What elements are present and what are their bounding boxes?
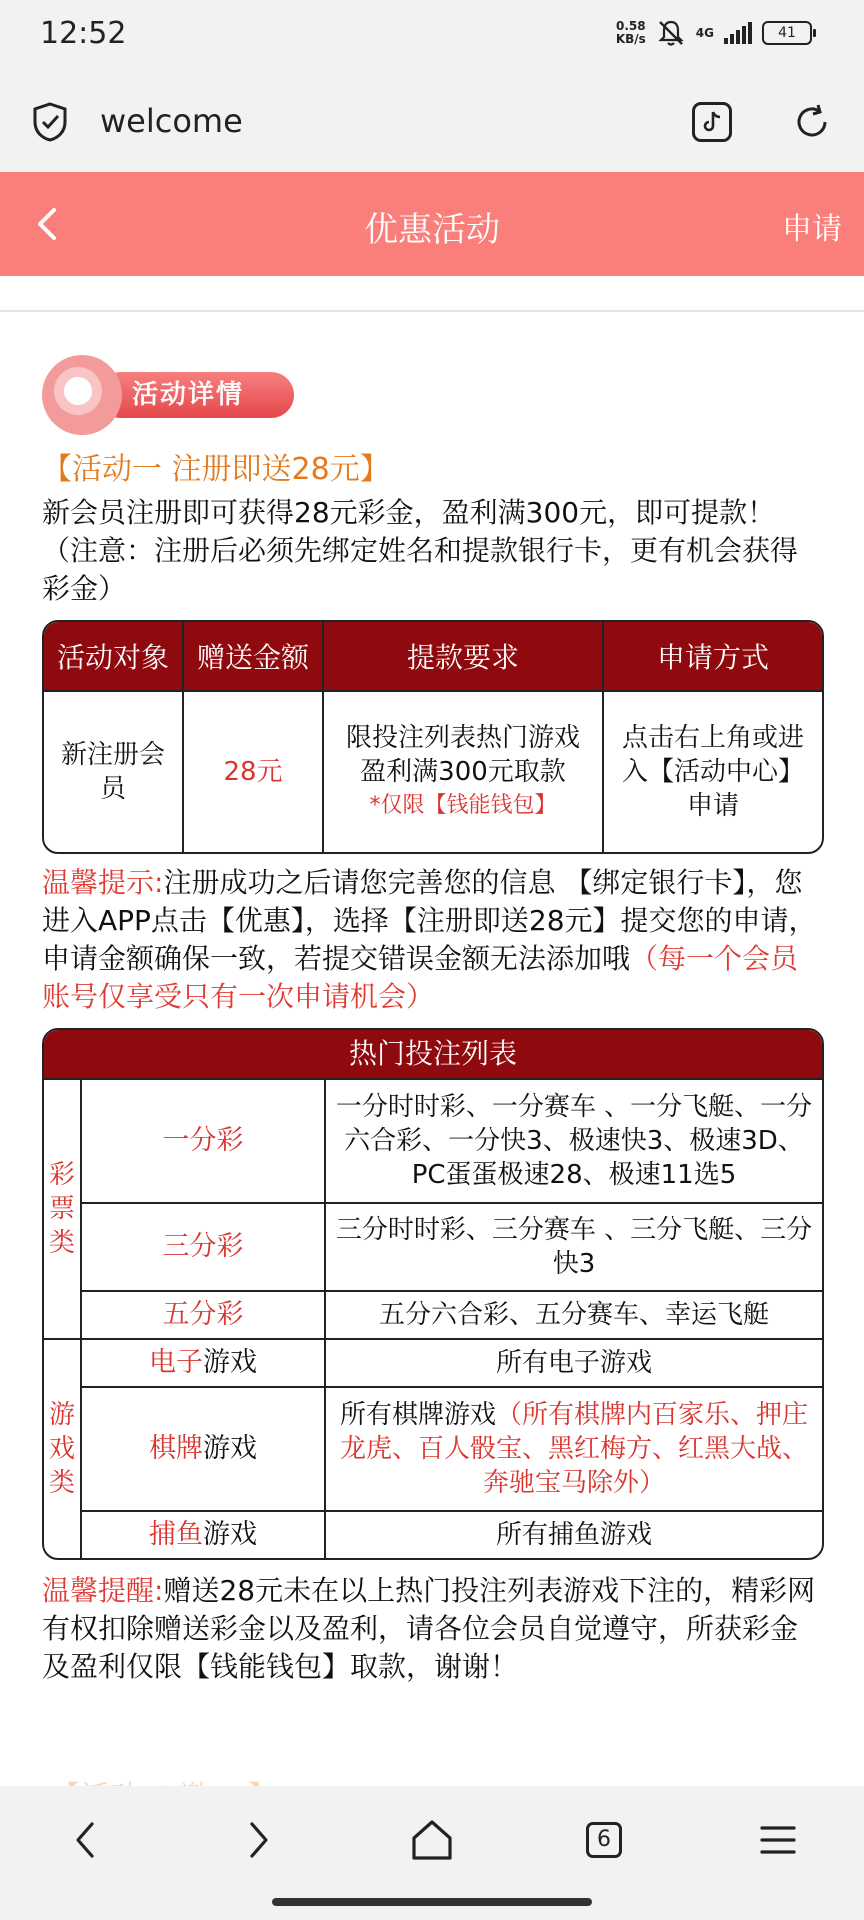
- badge-logo-icon: [42, 355, 122, 435]
- requirement-note: *仅限【钱能钱包】: [369, 793, 557, 818]
- requirement-line2: 盈利满300元取款: [360, 757, 566, 787]
- network-speed: [616, 20, 646, 46]
- page-title: 优惠活动: [364, 210, 500, 250]
- tip-label: 温馨提示:: [42, 866, 164, 899]
- header-requirement: 提款要求: [324, 622, 604, 690]
- reminder-text: 赠送28元未在以上热门投注列表游戏下注的，精彩网有权扣除赠送彩金以及盈利，请各位会员自觉遵守，所获彩金及盈利仅限【钱能钱包】取款，谢谢！: [42, 1574, 816, 1683]
- activity-content: [42, 350, 824, 1686]
- cell-method: 点击右上角或进入【活动中心】申请: [604, 690, 822, 852]
- browser-bar: [0, 72, 864, 172]
- game-row-name-2: [82, 1386, 326, 1510]
- tip-paragraph: [42, 864, 824, 1016]
- network-type: 4G: [695, 26, 714, 40]
- row-name-2: 三分彩: [82, 1202, 326, 1290]
- menu-icon[interactable]: [748, 1810, 808, 1870]
- hot-games-title: 热门投注列表: [44, 1030, 822, 1078]
- game-row-name-1-red: 电子: [149, 1347, 203, 1378]
- game-row-name-1-black: 游戏: [203, 1347, 257, 1378]
- status-time: 12:52: [40, 16, 127, 51]
- game-row-games-2-text: 所有棋牌游戏: [339, 1400, 496, 1430]
- row-games-1: 一分时时彩、一分赛车 、一分飞艇、一分六合彩、一分快3、极速快3、极速3D、PC蛋蛋极速28、极速11选5: [326, 1078, 822, 1202]
- shield-check-icon[interactable]: [32, 102, 68, 142]
- status-icons: [616, 18, 812, 48]
- game-row-games-2: [326, 1386, 822, 1510]
- home-icon[interactable]: [402, 1810, 462, 1870]
- row-games-2: 三分时时彩、三分赛车 、三分飞艇、三分快3: [326, 1202, 822, 1290]
- row-name-3: 五分彩: [82, 1290, 326, 1338]
- game-row-name-3: [82, 1510, 326, 1558]
- tip-highlight: （每一个会员账号仅享受只有一次申请机会）: [42, 942, 799, 1013]
- signal-icon: [724, 22, 752, 44]
- badge-label: 活动详情: [98, 372, 294, 418]
- reminder-paragraph: [42, 1572, 824, 1686]
- home-indicator[interactable]: [272, 1898, 592, 1906]
- game-row-name-2-black: 游戏: [203, 1433, 257, 1464]
- category-lottery: 彩票类: [44, 1078, 82, 1338]
- game-row-games-1: 所有电子游戏: [326, 1338, 822, 1386]
- reload-icon[interactable]: [792, 102, 832, 142]
- cell-requirement: [324, 690, 604, 852]
- speed-value: 0.58: [616, 19, 646, 33]
- divider: [0, 310, 864, 312]
- header-amount: 赠送金额: [184, 622, 324, 690]
- status-bar: [0, 0, 864, 72]
- tip-text: 注册成功之后请您完善您的信息 【绑定银行卡】，您进入APP点击【优惠】，选择【注册即送28元】提交您的申请，申请金额确保一致，若提交错误金额无法添加哦: [42, 866, 817, 975]
- game-row-games-2-exclusions: （所有棋牌内百家乐、押庄龙虎、百人骰宝、黑红梅方、红黑大战、奔驰宝马除外）: [339, 1400, 809, 1498]
- tabs-button[interactable]: [574, 1810, 634, 1870]
- requirement-line1: 限投注列表热门游戏: [345, 723, 580, 753]
- game-row-games-3: 所有捕鱼游戏: [326, 1510, 822, 1558]
- speed-unit: KB/s: [615, 32, 646, 46]
- activity-title: 【活动一 注册即送28元】: [42, 452, 390, 487]
- category-games: 游戏类: [44, 1338, 82, 1558]
- back-nav-icon[interactable]: [56, 1810, 116, 1870]
- page-header: [0, 172, 864, 276]
- battery-icon: 41: [762, 21, 812, 45]
- game-row-name-3-red: 捕鱼: [149, 1519, 203, 1550]
- game-row-name-2-red: 棋牌: [149, 1433, 203, 1464]
- game-row-name-3-black: 游戏: [203, 1519, 257, 1550]
- header-method: 申请方式: [604, 622, 822, 690]
- activity-detail-badge: [42, 350, 312, 440]
- cell-target: 新注册会员: [44, 690, 184, 852]
- cell-amount: 28元: [184, 690, 324, 852]
- activity-table: [42, 620, 824, 854]
- url-text[interactable]: welcome: [100, 102, 243, 140]
- hot-games-table: [42, 1028, 824, 1560]
- header-target: 活动对象: [44, 622, 184, 690]
- apply-button[interactable]: 申请: [782, 212, 842, 247]
- row-games-3: 五分六合彩、五分赛车、幸运飞艇: [326, 1290, 822, 1338]
- bell-muted-icon: [656, 18, 686, 48]
- game-row-name-1: [82, 1338, 326, 1386]
- reminder-label: 温馨提醒:: [42, 1574, 164, 1607]
- forward-nav-icon[interactable]: [228, 1810, 288, 1870]
- row-name-1: 一分彩: [82, 1078, 326, 1202]
- activity-description: 新会员注册即可获得28元彩金，盈利满300元，即可提款！（注意：注册后必须先绑定姓名和提款银行卡，更有机会获得彩金）: [42, 496, 799, 605]
- tabs-count: 6: [586, 1822, 622, 1858]
- tiktok-icon[interactable]: [692, 102, 732, 142]
